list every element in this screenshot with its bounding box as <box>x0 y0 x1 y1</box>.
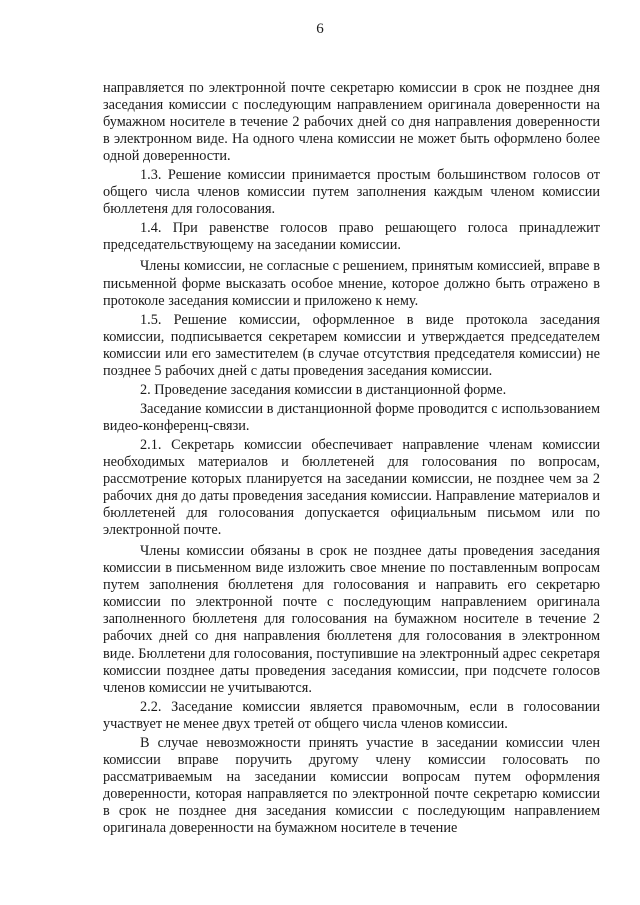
paragraph-1-3: 1.3. Решение комиссии принимается простым большинством голосов от общего числа членов комиссии путем заполнения каждым членом комиссии бюллетеня для голосования. <box>103 167 600 218</box>
page-number: 6 <box>316 21 324 37</box>
paragraph-remote-meeting: Заседание комиссии в дистанционной форме проводится с использованием видео-конференц-связи. <box>103 400 600 434</box>
paragraph-2-heading: 2. Проведение заседания комиссии в дистанционной форме. <box>140 381 507 398</box>
paragraph-dissent: Члены комиссии, не согласные с решением, принятым комиссией, вправе в письменной форме высказать особое мнение, которое должно быть отражено в протоколе заседания комиссии и приложено к нему. <box>103 258 600 309</box>
paragraph-2-2: 2.2. Заседание комиссии является правомочным, если в голосовании участвует не менее двух третей от общего числа членов комиссии. <box>103 698 600 732</box>
paragraph-proxy: В случае невозможности принять участие в заседании комиссии член комиссии вправе поручить другому члену комиссии голосовать по рассматриваемым на заседании комиссии вопросам путем оформления доверенности, которая направляется по электронной почте секретарю комиссии в срок не позднее дня заседания комиссии с последующим направлением оригинала доверенности на бумажном носителе в течение <box>103 734 600 836</box>
paragraph-1-4: 1.4. При равенстве голосов право решающего голоса принадлежит председательствующему на заседании комиссии. <box>103 220 600 254</box>
paragraph-members-duty: Члены комиссии обязаны в срок не позднее даты проведения заседания комиссии в письменном виде изложить свое мнение по поставленным вопросам путем заполнения бюллетеня для голосования и направить его секретарю комиссии по электронной почте с последующим направлением оригинала заполненного бюллетеня для голосования на бумажном носителе в течение 2 рабочих дней со дня направления бюллетеня для голосования в электронном виде. Бюллетени для голосования, поступившие на электронный адрес секретаря комиссии позднее даты проведения заседания комиссии, при подсчете голосов членов комиссии не учитываются. <box>103 543 600 696</box>
document-body <box>103 80 600 839</box>
paragraph-2-1: 2.1. Секретарь комиссии обеспечивает направление членам комиссии необходимых материалов и бюллетеней для голосования по вопросам, рассмотрение которых планируется на заседании комиссии, не позднее чем за 2 рабочих дня до даты проведения заседания комиссии. Направление материалов и бюллетеней для голосования допускается официальным письмом или по электронной почте. <box>103 436 600 539</box>
paragraph-1-5: 1.5. Решение комиссии, оформленное в виде протокола заседания комиссии, подписывается секретарем комиссии и утверждается председателем комиссии или его заместителем (в случае отсутствия председателя комиссии) не позднее 5 рабочих дней с даты проведения заседания комиссии. <box>103 311 600 379</box>
paragraph-continuation: направляется по электронной почте секретарю комиссии в срок не позднее дня заседания комиссии с последующим направлением оригинала доверенности на бумажном носителе в течение 2 рабочих дней со дня направления доверенности в электронном виде. На одного члена комиссии не может быть оформлено более одной доверенности. <box>103 80 600 165</box>
